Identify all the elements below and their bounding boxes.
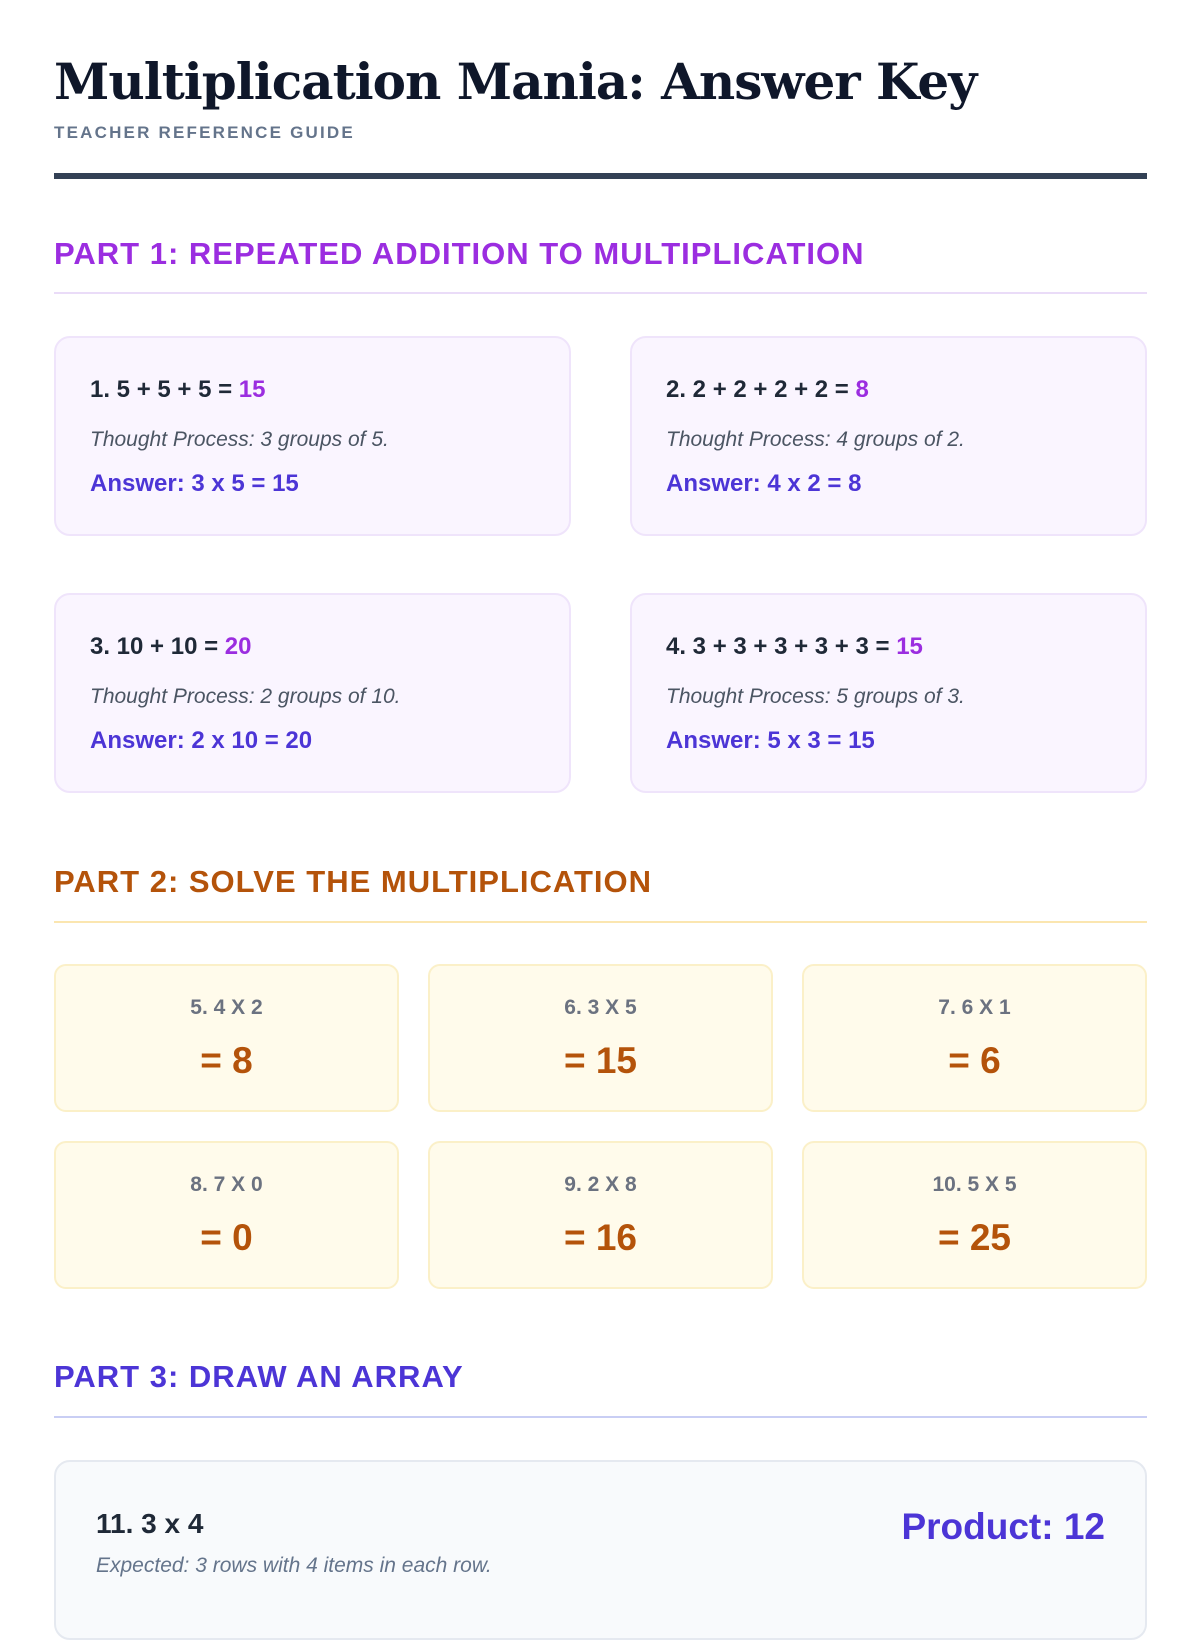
part2-card-10 xyxy=(802,1141,1147,1289)
answer: Answer: 3 x 5 = 15 xyxy=(90,470,299,497)
part2-card-7 xyxy=(802,964,1147,1112)
question-result: 15 xyxy=(896,633,923,660)
result: = 0 xyxy=(200,1217,253,1258)
problem: 7. 6 X 1 xyxy=(938,996,1011,1019)
answer: Answer: 5 x 3 = 15 xyxy=(666,727,875,754)
part1-divider xyxy=(54,292,1147,294)
problem: 11. 3 x 4 xyxy=(96,1508,204,1539)
part2-divider xyxy=(54,921,1147,923)
title-divider xyxy=(54,173,1147,179)
result: = 16 xyxy=(563,1217,638,1258)
question xyxy=(666,376,869,404)
question-prompt: 3. 10 + 10 = xyxy=(90,633,225,660)
part3-heading: PART 3: DRAW AN ARRAY xyxy=(54,1359,464,1394)
page-subtitle: TEACHER REFERENCE GUIDE xyxy=(54,123,355,142)
question xyxy=(90,376,265,404)
result: = 8 xyxy=(200,1040,253,1081)
thought-process: Thought Process: 4 groups of 2. xyxy=(666,428,965,451)
question-result: 8 xyxy=(855,376,869,403)
part1-card-2 xyxy=(630,336,1147,536)
thought-process: Thought Process: 3 groups of 5. xyxy=(90,428,389,451)
expected-note: Expected: 3 rows with 4 items in each row. xyxy=(96,1554,492,1577)
part2-card-9 xyxy=(428,1141,773,1289)
result: = 6 xyxy=(948,1040,1001,1081)
part1-card-1 xyxy=(54,336,571,536)
result: = 15 xyxy=(563,1040,638,1081)
result: = 25 xyxy=(937,1217,1012,1258)
question-prompt: 2. 2 + 2 + 2 + 2 = xyxy=(666,376,856,403)
part2-card-8 xyxy=(54,1141,399,1289)
part3-divider xyxy=(54,1416,1147,1418)
question-result: 15 xyxy=(238,376,266,403)
part2-card-5 xyxy=(54,964,399,1112)
problem: 5. 4 X 2 xyxy=(190,996,263,1019)
problem: 9. 2 X 8 xyxy=(564,1173,637,1196)
part2-card-6 xyxy=(428,964,773,1112)
problem: 6. 3 X 5 xyxy=(564,996,637,1019)
part1-card-4 xyxy=(630,593,1147,793)
question-prompt: 1. 5 + 5 + 5 = xyxy=(90,376,239,403)
part3-card-11 xyxy=(54,1460,1147,1640)
part2-heading: PART 2: SOLVE THE MULTIPLICATION xyxy=(54,864,653,899)
question xyxy=(666,633,923,661)
problem: 8. 7 X 0 xyxy=(190,1173,263,1196)
problem: 10. 5 X 5 xyxy=(932,1173,1017,1196)
question-result: 20 xyxy=(224,633,252,660)
thought-process: Thought Process: 5 groups of 3. xyxy=(666,685,965,708)
answer: Answer: 4 x 2 = 8 xyxy=(666,470,862,497)
product-answer: Product: 12 xyxy=(901,1506,1105,1547)
thought-process: Thought Process: 2 groups of 10. xyxy=(90,685,401,708)
page-title: Multiplication Mania: Answer Key xyxy=(54,52,977,111)
part1-card-3 xyxy=(54,593,571,793)
part1-heading: PART 1: REPEATED ADDITION TO MULTIPLICATION xyxy=(54,236,865,271)
question-prompt: 4. 3 + 3 + 3 + 3 + 3 = xyxy=(666,633,897,660)
answer: Answer: 2 x 10 = 20 xyxy=(90,727,313,754)
question xyxy=(90,633,251,661)
